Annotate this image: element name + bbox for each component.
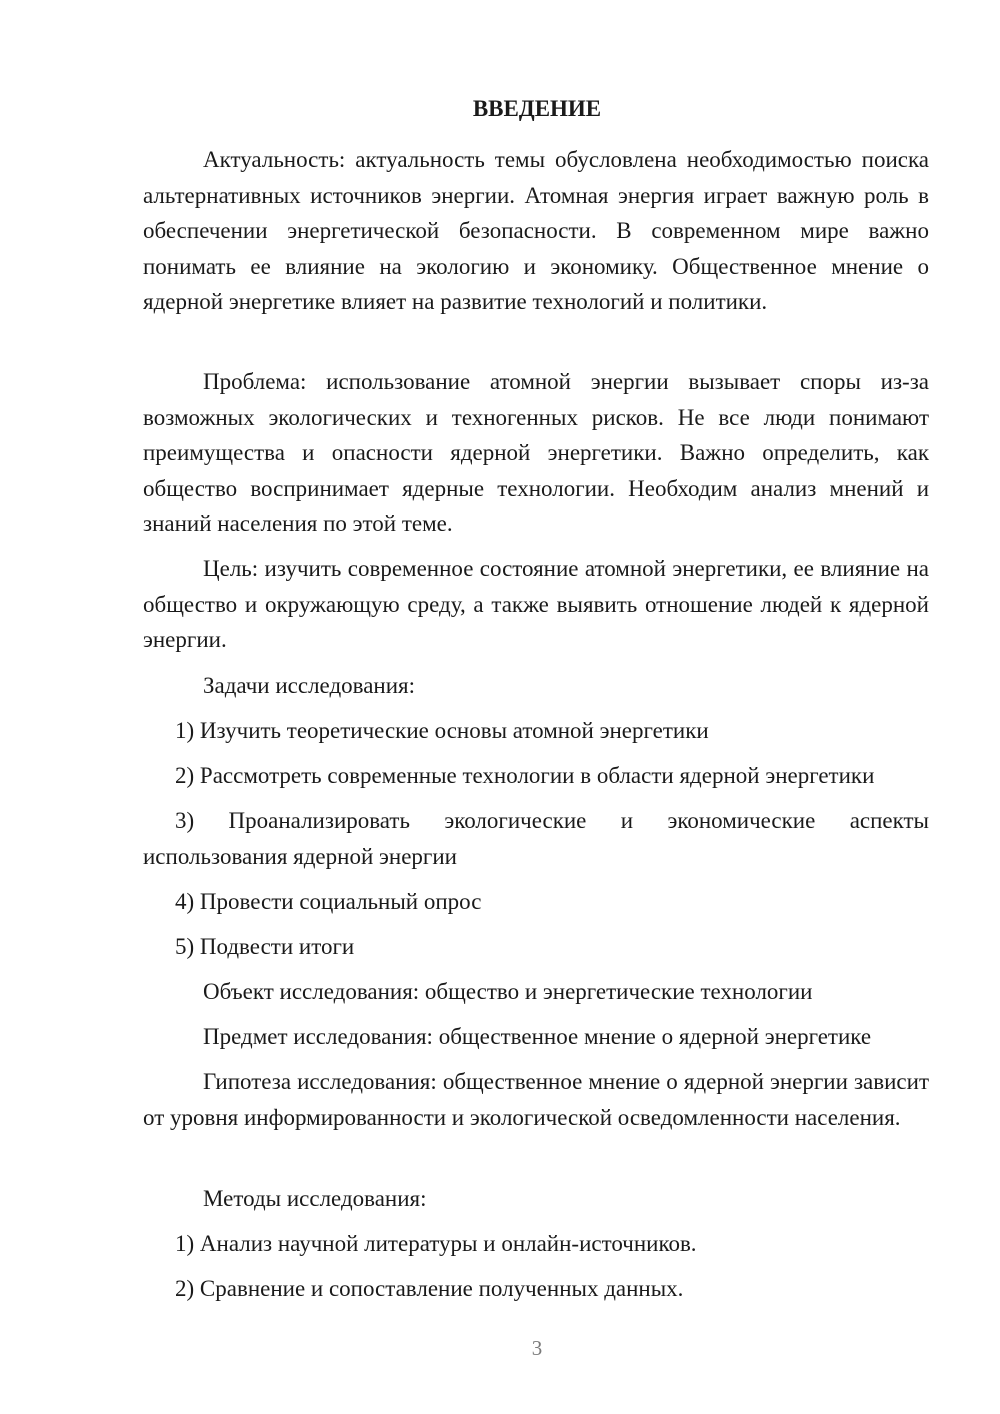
methods-heading: Методы исследования: [203, 1186, 427, 1211]
research-subject: Предмет исследования: общественное мнение о ядерной энергетике [203, 1024, 872, 1049]
task-item: 5) Подвести итоги [175, 934, 355, 959]
task-item: 2) Рассмотреть современные технологии в области ядерной энергетики [175, 763, 875, 788]
paragraph-problem: Проблема: использование атомной энергии вызывает споры из-за возможных экологических и техногенных рисков. Не все люди понимают преимущества и опасности ядерной энергетики. Важно определить, как общество воспринимает ядерные технологии. Необходим анализ мнений и знаний населения по этой теме. [143, 369, 929, 536]
paragraph-goal: Цель: изучить современное состояние атомной энергетики, ее влияние на общество и окружающую среду, а также выявить отношение людей к ядерной энергии. [143, 556, 929, 652]
page-number: 3 [531, 1336, 543, 1360]
method-item: 2) Сравнение и сопоставление полученных данных. [175, 1276, 684, 1301]
research-object: Объект исследования: общество и энергетические технологии [203, 979, 813, 1004]
tasks-heading: Задачи исследования: [203, 673, 416, 698]
task-item: 3) Проанализировать экологические и экономические аспекты использования ядерной энергии [143, 808, 929, 869]
paragraph-hypothesis: Гипотеза исследования: общественное мнение о ядерной энергии зависит от уровня информированности и экологической осведомленности населения. [143, 1069, 929, 1130]
method-item: 1) Анализ научной литературы и онлайн-источников. [175, 1231, 697, 1256]
task-item: 1) Изучить теоретические основы атомной энергетики [175, 718, 709, 743]
section-title: ВВЕДЕНИЕ [472, 96, 602, 121]
task-item: 4) Провести социальный опрос [175, 889, 482, 914]
paragraph-relevance: Актуальность: актуальность темы обусловлена необходимостью поиска альтернативных источников энергии. Атомная энергия играет важную роль в обеспечении энергетической безопасности. В современном мире важно понимать ее влияние на экологию и экономику. Общественное мнение о ядерной энергетике влияет на развитие технологий и политики. [143, 147, 929, 314]
